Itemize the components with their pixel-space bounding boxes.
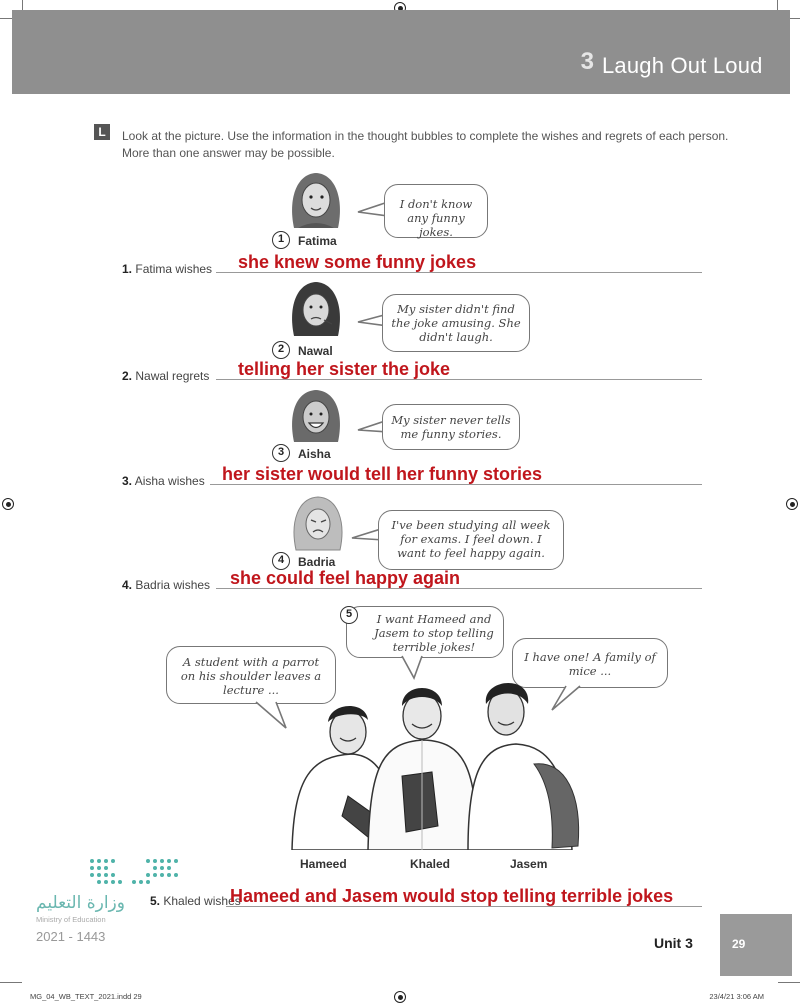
answer-2[interactable]: telling her sister the joke xyxy=(238,359,451,379)
person-name-badria: Badria xyxy=(298,555,336,569)
thought-bubble-badria: I've been studying all week for exams. I feel down. I want to feel happy again. xyxy=(378,510,564,570)
exercise-badge: L xyxy=(94,124,110,140)
prompt-5: 5. Khaled wishes xyxy=(150,894,241,908)
file-timestamp: 23/4/21 3:06 AM xyxy=(709,992,764,1001)
unit-title: Laugh Out Loud xyxy=(602,53,763,78)
person-name-nawal: Nawal xyxy=(298,344,333,358)
header-band xyxy=(12,10,790,94)
ministry-year: 2021 - 1443 xyxy=(36,929,106,944)
item-number-circle: 3 xyxy=(272,444,290,462)
registration-mark-icon xyxy=(2,498,14,510)
item-number-circle: 5 xyxy=(340,606,358,624)
prompt-3: 3. Aisha wishes xyxy=(122,474,205,488)
unit-number: 3 xyxy=(580,48,594,75)
ministry-dots-logo-icon xyxy=(88,855,180,889)
crop-mark xyxy=(0,982,22,983)
answer-1[interactable]: she knew some funny jokes xyxy=(238,252,477,272)
fatima-portrait-icon xyxy=(286,170,346,232)
crop-mark xyxy=(778,982,800,983)
jasem-figure xyxy=(468,683,579,850)
caption-jasem: Jasem xyxy=(510,857,548,871)
caption-hameed: Hameed xyxy=(300,857,347,871)
thought-bubble-jasem: I have one! A family of mice ... xyxy=(512,638,668,688)
answer-5[interactable]: Hameed and Jasem would stop telling terrible jokes xyxy=(230,886,674,906)
aisha-portrait-icon xyxy=(286,388,346,446)
thought-bubble-hameed: A student with a parrot on his shoulder leaves a lecture ... xyxy=(166,646,336,704)
prompt-2: 2. Nawal regrets xyxy=(122,369,210,383)
file-slug: MG_04_WB_TEXT_2021.indd 29 xyxy=(30,992,142,1001)
khaled-figure xyxy=(368,688,478,850)
students-illustration xyxy=(282,676,588,850)
item-number-circle: 2 xyxy=(272,341,290,359)
registration-mark-icon xyxy=(786,498,798,510)
answer-4[interactable]: she could feel happy again xyxy=(230,568,461,588)
registration-mark-icon xyxy=(394,991,406,1003)
ministry-arabic: وزارة التعليم xyxy=(36,893,125,913)
page-number-box xyxy=(720,914,792,976)
thought-bubble-fatima: I don't know any funny jokes. xyxy=(384,184,488,238)
person-name-aisha: Aisha xyxy=(298,447,331,461)
badria-portrait-icon xyxy=(290,494,346,554)
ministry-english: Ministry of Education xyxy=(36,915,106,924)
thought-bubble-nawal: My sister didn't find the joke amusing. She didn't laugh. xyxy=(382,294,530,352)
page-number: 29 xyxy=(732,937,746,951)
item-number-circle: 1 xyxy=(272,231,290,249)
unit-label: Unit 3 xyxy=(654,935,693,951)
nawal-portrait-icon xyxy=(286,280,346,340)
caption-khaled: Khaled xyxy=(410,857,451,871)
thought-bubble-aisha: My sister never tells me funny stories. xyxy=(382,404,520,450)
prompt-1: 1. Fatima wishes xyxy=(122,262,213,276)
exercise-instructions: Look at the picture. Use the information in the thought bubbles to complete the wishes and regrets of each person. More than one answer may be possible. xyxy=(122,129,729,160)
person-name-fatima: Fatima xyxy=(298,234,337,248)
answer-3[interactable]: her sister would tell her funny stories xyxy=(222,464,543,484)
prompt-4: 4. Badria wishes xyxy=(122,578,211,592)
item-number-circle: 4 xyxy=(272,552,290,570)
thought-bubble-khaled: I want Hameed and Jasem to stop telling terrible jokes! xyxy=(346,606,504,658)
